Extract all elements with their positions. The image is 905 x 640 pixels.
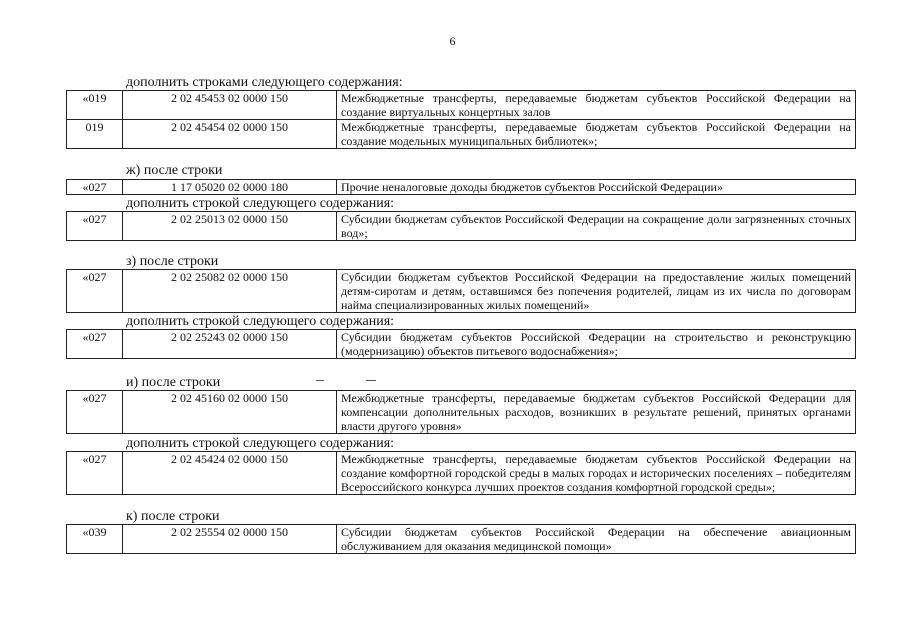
code-cell: «019 xyxy=(67,91,123,120)
code-cell: «027 xyxy=(67,270,123,313)
table-row xyxy=(67,452,856,495)
code-cell: «027 xyxy=(67,452,123,495)
name-cell: Межбюджетные трансферты, передаваемые бюджетам субъектов Российской Федерации для компенсации дополнительных расходов, возникших в результате решений, принятых органами власти другого уровня» xyxy=(337,391,856,434)
table-row xyxy=(67,330,856,359)
table-row xyxy=(67,525,856,554)
section-heading: дополнить строкой следующего содержания: xyxy=(126,196,395,211)
kbk-cell: 2 02 45160 02 0000 150 xyxy=(123,391,337,434)
page-number: 6 xyxy=(449,34,456,48)
name-cell: Межбюджетные трансферты, передаваемые бюджетам субъектов Российской Федерации на создание модельных муниципальных библиотек»; xyxy=(337,120,856,149)
section-heading: дополнить строками следующего содержания: xyxy=(126,75,403,90)
kbk-cell: 2 02 45454 02 0000 150 xyxy=(123,120,337,149)
table-row xyxy=(67,91,856,120)
budget-table xyxy=(66,524,856,554)
section-heading: дополнить строкой следующего содержания: xyxy=(126,314,395,329)
budget-table xyxy=(66,451,856,495)
code-cell: «027 xyxy=(67,180,123,195)
section-heading: и) после строки xyxy=(126,375,221,390)
name-cell: Прочие неналоговые доходы бюджетов субъектов Российской Федерации» xyxy=(337,180,856,195)
code-cell: «039 xyxy=(67,525,123,554)
code-cell: «027 xyxy=(67,330,123,359)
section-heading: дополнить строкой следующего содержания: xyxy=(126,436,395,451)
kbk-cell: 1 17 05020 02 0000 180 xyxy=(123,180,337,195)
budget-table xyxy=(66,179,856,195)
name-cell: Субсидии бюджетам субъектов Российской Федерации на предоставление жилых помещений детям-сиротам и детям, оставшимся без попечения родителей, лицам из их числа по договорам найма специализированных жилых помещений» xyxy=(337,270,856,313)
budget-table xyxy=(66,390,856,434)
kbk-cell: 2 02 25243 02 0000 150 xyxy=(123,330,337,359)
kbk-cell: 2 02 25554 02 0000 150 xyxy=(123,525,337,554)
table-row xyxy=(67,120,856,149)
table-row xyxy=(67,391,856,434)
section-heading: з) после строки xyxy=(126,254,219,269)
name-cell: Субсидии бюджетам субъектов Российской Федерации на обеспечение авиационным обслуживанием для оказания медицинской помощи» xyxy=(337,525,856,554)
code-cell: «027 xyxy=(67,212,123,241)
section-heading: к) после строки xyxy=(126,509,220,524)
code-cell: «027 xyxy=(67,391,123,434)
kbk-cell: 2 02 45424 02 0000 150 xyxy=(123,452,337,495)
name-cell: Субсидии бюджетам субъектов Российской Федерации на сокращение доли загрязненных сточных вод»; xyxy=(337,212,856,241)
code-cell: 019 xyxy=(67,120,123,149)
name-cell: Субсидии бюджетам субъектов Российской Федерации на строительство и реконструкцию (модернизацию) объектов питьевого водоснабжения»; xyxy=(337,330,856,359)
kbk-cell: 2 02 25013 02 0000 150 xyxy=(123,212,337,241)
section-heading: ж) после строки xyxy=(126,163,223,178)
scan-mark xyxy=(316,380,324,381)
name-cell: Межбюджетные трансферты, передаваемые бюджетам субъектов Российской Федерации на создание виртуальных концертных залов xyxy=(337,91,856,120)
table-row xyxy=(67,270,856,313)
name-cell: Межбюджетные трансферты, передаваемые бюджетам субъектов Российской Федерации на создание комфортной городской среды в малых городах и исторических поселениях – победителям Всероссийского конкурса лучших проектов создания комфортной городской среды»; xyxy=(337,452,856,495)
budget-table xyxy=(66,269,856,313)
budget-table xyxy=(66,329,856,359)
budget-table xyxy=(66,90,856,149)
table-row xyxy=(67,180,856,195)
budget-table xyxy=(66,211,856,241)
kbk-cell: 2 02 25082 02 0000 150 xyxy=(123,270,337,313)
kbk-cell: 2 02 45453 02 0000 150 xyxy=(123,91,337,120)
table-row xyxy=(67,212,856,241)
scan-mark xyxy=(366,380,376,381)
